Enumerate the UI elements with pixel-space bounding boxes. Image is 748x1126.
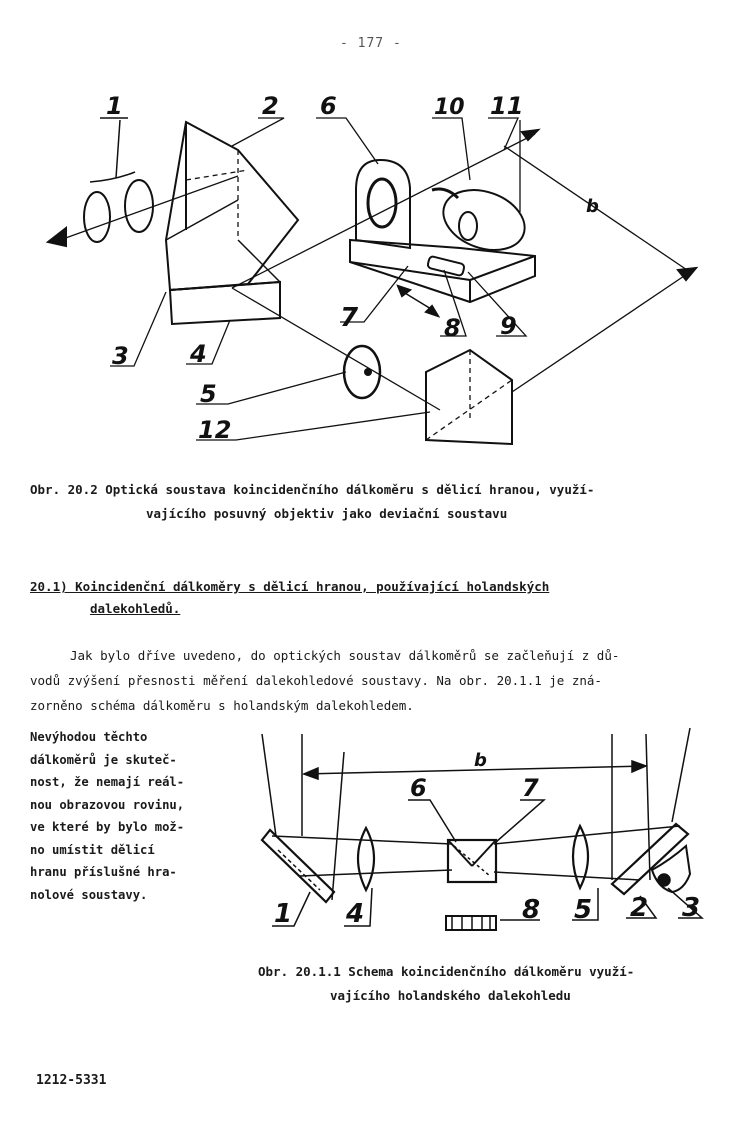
fig1-label-7: 7 [340, 303, 359, 333]
fig2-label-3: 3 [682, 893, 701, 923]
side-note-line: ve které by bylo mož- [30, 820, 185, 834]
fig1-label-12: 12 [198, 416, 232, 444]
side-note-line: Nevýhodou těchto [30, 730, 148, 744]
section-heading-line2: dalekohledů. [90, 601, 181, 616]
paragraph-line3: zorněno schéma dálkoměru s holandským dalekohledem. [30, 698, 414, 713]
side-note-line: nost, že nemají reál- [30, 775, 185, 789]
fig1-label-2: 2 [262, 92, 279, 120]
fig2-label-6: 6 [410, 774, 427, 802]
side-note-line: hranu příslušné hra- [30, 865, 177, 879]
fig1-label-4: 4 [190, 340, 207, 368]
fig1-label-3: 3 [112, 342, 129, 370]
page-number: - 177 - [340, 36, 402, 51]
fig1-label-10: 10 [434, 95, 465, 120]
figure2-caption [258, 960, 634, 1008]
figure1-caption-line1: Obr. 20.2 Optická soustava koincidenčního dálkoměru s dělicí hranou, využí- [30, 482, 595, 497]
side-note-line: nou obrazovou rovinu, [30, 797, 185, 812]
footer-code: 1212-5331 [36, 1073, 107, 1088]
fig1-label-b: b [586, 196, 599, 217]
paragraph-line2: vodů zvýšení přesnosti měření dalekohledové soustavy. Na obr. 20.1.1 je zná- [30, 673, 602, 688]
lens-4 [358, 828, 374, 890]
lens-8 [446, 916, 496, 930]
fig2-label-b: b [474, 750, 487, 771]
paragraph-line1: Jak bylo dříve uvedeno, do optických soustav dálkoměrů se začleňují z dů- [70, 648, 620, 663]
side-note-line: no umístit dělicí [30, 842, 155, 857]
section-heading-line1: 20.1) Koincidenční dálkoměry s dělicí hranou, používající holandských [30, 579, 550, 594]
fig1-label-6: 6 [320, 92, 337, 120]
fig2-label-4: 4 [346, 899, 365, 929]
figure1-caption-line2: vajícího posuvný objektiv jako deviační soustavu [146, 506, 508, 521]
fig2-label-8: 8 [522, 895, 541, 925]
mirror-1 [262, 830, 334, 902]
figure2-caption-line1: Obr. 20.1.1 Schema koincidenčního dálkoměru využí- [258, 964, 635, 979]
fig2-label-2: 2 [630, 893, 649, 923]
fig2-label-7: 7 [522, 774, 539, 802]
fig2-label-1: 1 [274, 899, 293, 929]
fig1-label-9: 9 [500, 312, 517, 340]
fig1-label-8: 8 [444, 314, 461, 342]
fig2-label-5: 5 [574, 895, 593, 925]
fig1-label-5: 5 [200, 380, 217, 408]
fig1-label-1: 1 [106, 92, 123, 120]
side-note-line: nolové soustavy. [30, 887, 148, 902]
prism-3 [652, 846, 690, 892]
fig1-label-11: 11 [490, 92, 524, 120]
side-note-line: dálkoměrů je skuteč- [30, 752, 177, 767]
figure2-caption-line2: vajícího holandského dalekohledu [330, 988, 571, 1003]
